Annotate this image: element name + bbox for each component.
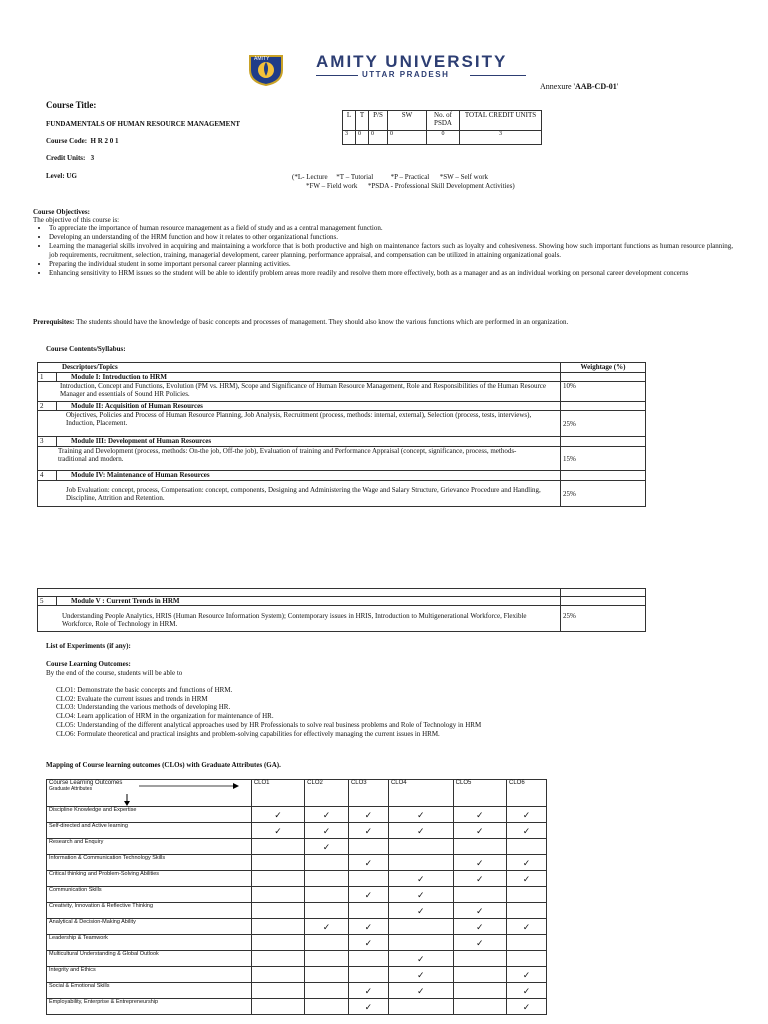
mapping-heading: Mapping of Course learning outcomes (CLOs) with Graduate Attributes (GA). (46, 761, 281, 769)
module-weight: 25% (561, 606, 646, 632)
course-level: Level: UG (46, 172, 77, 180)
module-title: Module V : Current Trends in HRM (57, 597, 561, 606)
mapping-col-clo4: CLO4 (388, 780, 453, 807)
mapping-row (47, 983, 547, 999)
graduate-attribute: Communication Skills (47, 887, 252, 903)
graduate-attribute: Self-directed and Active learning (47, 823, 252, 839)
mapping-row (47, 999, 547, 1015)
syllabus-col-weight: Weightage (%) (561, 363, 646, 373)
empty-cell (453, 967, 506, 983)
mapping-col-clo1: CLO1 (251, 780, 304, 807)
module-content: Understanding People Analytics, HRIS (Human Resource Information System); Contemporary issues in HRIS, Introduction to Multigenerational Workforce, Flexible Workforce, Role of Technology in HRM. (38, 606, 561, 632)
check-icon: ✓ (506, 999, 546, 1015)
mapping-corner (47, 780, 252, 807)
mapping-corner-bottom: Graduate Attributes (49, 786, 93, 792)
check-icon: ✓ (348, 935, 388, 951)
mapping-row (47, 951, 547, 967)
mapping-row (47, 807, 547, 823)
mapping-col-clo3: CLO3 (348, 780, 388, 807)
empty-cell (305, 951, 349, 967)
graduate-attribute: Creativity, Innovation & Reflective Thinking (47, 903, 252, 919)
empty-cell (251, 855, 304, 871)
check-icon: ✓ (506, 807, 546, 823)
credit-header-sw: SW (388, 111, 427, 131)
empty-cell (251, 903, 304, 919)
mapping-header-row (47, 780, 547, 807)
mapping-row (47, 935, 547, 951)
graduate-attribute: Information & Communication Technology Skills (47, 855, 252, 871)
logo-text: AMITY (254, 56, 270, 62)
objective-item: • To appreciate the importance of human resource management as a field of study and as a central management function. (49, 224, 733, 233)
mapping-col-clo2: CLO2 (305, 780, 349, 807)
annexure: Annexure 'AAB-CD-01' (540, 82, 619, 91)
module-content: Training and Development (process, methods: On-the job, Off-the job), Evaluation of training and Performance Appraisal (concept, significance, process, methods- traditional and modern. (38, 447, 561, 471)
credit-header-ps: P/S (369, 111, 388, 131)
empty-cell (453, 887, 506, 903)
credit-value-psda: 0 (427, 131, 460, 145)
check-icon: ✓ (388, 807, 453, 823)
objective-item: • Preparing the individual student in some important personal career planning activities. (49, 260, 733, 269)
credit-value-total: 3 (460, 131, 542, 145)
credit-header-l: L (343, 111, 356, 131)
objectives-section (33, 208, 733, 278)
graduate-attribute: Research and Enquiry (47, 839, 252, 855)
syllabus-table (37, 362, 646, 507)
module-title: Module IV: Maintenance of Human Resources (57, 471, 561, 481)
credit-value-t: 0 (356, 131, 369, 145)
module-weight: 25% (561, 411, 646, 437)
module-weight: 25% (561, 481, 646, 507)
module-number: 3 (38, 437, 57, 447)
empty-cell (251, 983, 304, 999)
university-line-left (316, 75, 358, 76)
syllabus-col-topics: Descriptors/Topics (38, 363, 561, 373)
empty-cell (251, 967, 304, 983)
check-icon: ✓ (453, 919, 506, 935)
module-content: Objectives, Policies and Process of Human Resource Planning, Job Analysis, Recruitment (process, methods: internal, external), Selection (process, tests, interviews), Induction, Placement. (38, 411, 561, 437)
check-icon: ✓ (453, 871, 506, 887)
graduate-attribute: Leadership & Teamwork (47, 935, 252, 951)
empty-cell (453, 983, 506, 999)
empty-cell (348, 951, 388, 967)
check-icon: ✓ (388, 951, 453, 967)
arrow-down-icon (123, 794, 131, 806)
mapping-row (47, 887, 547, 903)
legend-line-1: (*L- Lecture *T – Tutorial *P – Practical *SW – Self work (292, 173, 489, 181)
objective-item: • Developing an understanding of the HRM function and how it relates to other organizational functions. (49, 233, 733, 242)
check-icon: ✓ (348, 983, 388, 999)
empty-cell (506, 935, 546, 951)
credit-value-ps: 0 (369, 131, 388, 145)
check-icon: ✓ (388, 887, 453, 903)
empty-cell (388, 935, 453, 951)
check-icon: ✓ (453, 935, 506, 951)
empty-cell (453, 999, 506, 1015)
credit-header-total: TOTAL CREDIT UNITS (460, 111, 542, 131)
empty-cell (251, 919, 304, 935)
credit-units: Credit Units: 3 (46, 154, 95, 162)
mapping-row (47, 839, 547, 855)
check-icon: ✓ (506, 919, 546, 935)
module-number: 1 (38, 373, 57, 382)
empty-cell (348, 871, 388, 887)
check-icon: ✓ (506, 871, 546, 887)
empty-cell (388, 999, 453, 1015)
check-icon: ✓ (506, 983, 546, 999)
module-number: 2 (38, 402, 57, 411)
check-icon: ✓ (506, 823, 546, 839)
check-icon: ✓ (348, 919, 388, 935)
syllabus-table-continued (37, 588, 646, 632)
mapping-corner-top: Course Learning Outcomes (49, 780, 123, 786)
empty-cell (453, 839, 506, 855)
clo-item: CLO2: Evaluate the current issues and trends in HRM (56, 694, 208, 703)
empty-cell (506, 839, 546, 855)
course-code: Course Code: H R 2 0 1 (46, 137, 119, 145)
check-icon: ✓ (348, 887, 388, 903)
mapping-row (47, 967, 547, 983)
empty-cell (453, 951, 506, 967)
check-icon: ✓ (388, 983, 453, 999)
credit-header-psda: No. of PSDA (427, 111, 460, 131)
credit-table (342, 110, 542, 145)
legend-line-2: *FW – Field work *PSDA - Professional Skill Development Activities) (306, 182, 515, 190)
empty-cell (388, 839, 453, 855)
check-icon: ✓ (453, 807, 506, 823)
mapping-table (46, 779, 547, 1015)
module-title: Module II: Acquisition of Human Resources (57, 402, 561, 411)
check-icon: ✓ (388, 823, 453, 839)
mapping-row (47, 855, 547, 871)
check-icon: ✓ (348, 999, 388, 1015)
check-icon: ✓ (348, 823, 388, 839)
empty-cell (348, 903, 388, 919)
graduate-attribute: Employability, Enterprise & Entrepreneurship (47, 999, 252, 1015)
empty-cell (305, 855, 349, 871)
check-icon: ✓ (348, 855, 388, 871)
module-title: Module I: Introduction to HRM (57, 373, 561, 382)
module-number: 4 (38, 471, 57, 481)
check-icon: ✓ (348, 807, 388, 823)
check-icon: ✓ (251, 823, 304, 839)
clo-item: CLO4: Learn application of HRM in the organization for maintenance of HR. (56, 712, 274, 721)
arrow-right-icon (139, 783, 239, 789)
credit-value-sw: 0 (388, 131, 427, 145)
mapping-col-clo6: CLO6 (506, 780, 546, 807)
course-title-label: Course Title: (46, 100, 97, 110)
module-title: Module III: Development of Human Resources (57, 437, 561, 447)
module-content: Job Evaluation: concept, process, Compensation: concept, components, Designing and Administering the Wage and Salary Structure, Grievance Procedure and Handling, Discipline, Attrition and Retention. (38, 481, 561, 507)
graduate-attribute: Analytical & Decision-Making Ability (47, 919, 252, 935)
empty-cell (251, 999, 304, 1015)
empty-cell (251, 839, 304, 855)
module-weight: 10% (561, 382, 646, 402)
mapping-row (47, 919, 547, 935)
objective-item: • Learning the managerial skills involved in acquiring and maintaining a workforce that is both productive and high on maintenance factors such as loyalty and cohesiveness. Showing how such important functions as human resource planning, job requirements, recruitment, selection, training, managerial development, career planning, performance appraisal, and compensation can be utilized in attaining organizational goals. (49, 242, 733, 260)
check-icon: ✓ (305, 919, 349, 935)
check-icon: ✓ (251, 807, 304, 823)
mapping-row (47, 871, 547, 887)
graduate-attribute: Discipline Knowledge and Expertise (47, 807, 252, 823)
check-icon: ✓ (453, 903, 506, 919)
empty-cell (506, 887, 546, 903)
university-name: AMITY UNIVERSITY (316, 52, 508, 71)
clo-item: CLO6: Formulate theoretical and practical insights and problem-solving capabilities for effectively managing the current issues in HRM. (56, 729, 440, 738)
clo-intro: By the end of the course, students will be able to (46, 669, 183, 677)
empty-cell (305, 999, 349, 1015)
check-icon: ✓ (305, 823, 349, 839)
empty-cell (305, 871, 349, 887)
empty-cell (305, 887, 349, 903)
mapping-col-clo5: CLO5 (453, 780, 506, 807)
graduate-attribute: Integrity and Ethics (47, 967, 252, 983)
module-weight: 15% (561, 447, 646, 471)
module-content: Introduction, Concept and Functions, Evolution (PM vs. HRM), Scope and Significance of Human Resource Management, Role and Responsibilities of the Human Resource Manager and essentials of Sound HR Policies. (38, 382, 561, 402)
credit-value-l: 3 (343, 131, 356, 145)
objectives-intro: The objective of this course is: (33, 216, 120, 224)
graduate-attribute: Social & Emotional Skills (47, 983, 252, 999)
empty-cell (388, 919, 453, 935)
experiments-heading: List of Experiments (if any): (46, 642, 131, 650)
empty-cell (506, 951, 546, 967)
check-icon: ✓ (388, 903, 453, 919)
mapping-row (47, 823, 547, 839)
check-icon: ✓ (305, 839, 349, 855)
objectives-list (33, 224, 733, 278)
syllabus-heading: Course Contents/Syllabus: (46, 345, 126, 353)
empty-cell (506, 903, 546, 919)
graduate-attribute: Multicultural Understanding & Global Outlook (47, 951, 252, 967)
empty-cell (251, 935, 304, 951)
university-line-right (470, 75, 526, 76)
check-icon: ✓ (388, 871, 453, 887)
clo-item: CLO3: Understanding the various methods of developing HR. (56, 703, 231, 712)
empty-cell (305, 967, 349, 983)
check-icon: ✓ (305, 807, 349, 823)
check-icon: ✓ (453, 855, 506, 871)
check-icon: ✓ (506, 855, 546, 871)
objectives-heading: Course Objectives: (33, 208, 90, 216)
course-title: FUNDAMENTALS OF HUMAN RESOURCE MANAGEMENT (46, 120, 241, 128)
clo-heading: Course Learning Outcomes: (46, 660, 131, 668)
clo-list (56, 686, 481, 738)
empty-cell (388, 855, 453, 871)
empty-cell (251, 887, 304, 903)
graduate-attribute: Critical thinking and Problem-Solving Abilities (47, 871, 252, 887)
mapping-row (47, 903, 547, 919)
check-icon: ✓ (388, 967, 453, 983)
empty-cell (305, 983, 349, 999)
empty-cell (348, 967, 388, 983)
prerequisites: Prerequisites: The students should have the knowledge of basic concepts and processes of management. They should also know the various functions which are performed in an organization. (33, 318, 569, 326)
credit-header-t: T (356, 111, 369, 131)
clo-item: CLO5: Understanding of the different analytical approaches used by HR Professionals to solve real business problems and Role of Technology in HRM (56, 720, 482, 729)
clo-item: CLO1: Demonstrate the basic concepts and functions of HRM. (56, 686, 233, 694)
empty-cell (305, 935, 349, 951)
campus-name: UTTAR PRADESH (362, 70, 450, 79)
empty-cell (251, 951, 304, 967)
empty-cell (251, 871, 304, 887)
objective-item: • Enhancing sensitivity to HRM issues so the student will be able to identify problem areas more readily and resolve them more effectively, both as a manager and as an individual working on personal career development concerns (49, 269, 733, 278)
empty-cell (305, 903, 349, 919)
check-icon: ✓ (506, 967, 546, 983)
module-number: 5 (38, 597, 57, 606)
empty-cell (348, 839, 388, 855)
check-icon: ✓ (453, 823, 506, 839)
